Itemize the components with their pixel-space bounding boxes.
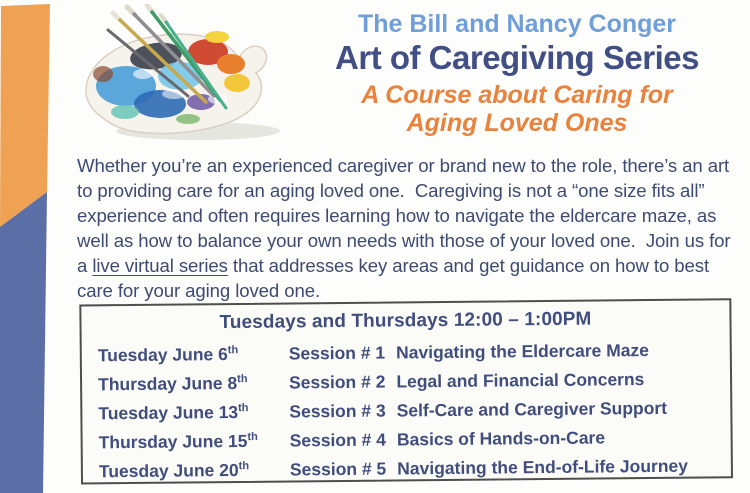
schedule-header: Tuesdays and Thursdays 12:00 – 1:00PM (219, 308, 592, 334)
series-subtitle-line2: Aging Loved Ones (406, 109, 628, 137)
session-topic: Navigating the Eldercare Maze (396, 340, 650, 363)
session-date (99, 430, 290, 453)
session-date (98, 343, 289, 366)
side-bar-blue-segment (0, 192, 47, 493)
series-name-title: Art of Caregiving Series (335, 39, 699, 76)
session-date-text: Thursday June 8 (97, 372, 238, 395)
intro-text-part2: that addresses key areas and get guidance on how to best care for your aging loved one. (77, 255, 715, 301)
session-topic: Basics of Hands-on-Care (396, 427, 606, 450)
schedule-row (83, 455, 731, 490)
intro-text-part1: Whether you’re an experienced caregiver or brand new to the role, there’s an art to providing care for an aging loved one. Caregiving is not a “one size fits all” experience and often requires learning how to navigate the eldercare maze, as well as how to balance your own needs with those of your loved one. Join us for a (77, 155, 736, 276)
series-subtitle-line1: A Course about Caring for (361, 81, 673, 109)
date-ordinal-suffix: th (238, 460, 250, 473)
session-topic: Legal and Financial Concerns (396, 369, 645, 392)
paint-palette-icon (68, 4, 290, 150)
session-number: Session # 5 (289, 458, 387, 480)
date-ordinal-suffix: th (237, 373, 248, 386)
session-date (98, 401, 289, 424)
side-bar-orange-segment (0, 4, 50, 227)
session-date (99, 459, 290, 482)
date-ordinal-suffix: th (247, 430, 258, 444)
session-number: Session # 2 (288, 371, 386, 393)
session-number: Session # 4 (289, 429, 387, 451)
session-date (98, 372, 289, 395)
session-number: Session # 1 (288, 342, 386, 364)
session-date-text: Tuesday June 20 (98, 459, 239, 482)
series-sponsor-title: The Bill and Nancy Conger (357, 10, 677, 38)
date-ordinal-suffix: th (227, 344, 239, 357)
flyer-header (292, 10, 742, 137)
live-virtual-series-underlined: live virtual series (92, 255, 228, 276)
schedule-rows (82, 339, 731, 490)
session-date-text: Tuesday June 6 (97, 344, 228, 366)
session-date-text: Thursday June 15 (98, 430, 248, 453)
schedule-box (79, 298, 733, 484)
session-topic: Self-Care and Caregiver Support (396, 397, 668, 421)
session-number: Session # 3 (289, 400, 386, 422)
decorative-side-bar (0, 0, 52, 493)
session-date-text: Tuesday June 13 (98, 401, 239, 424)
date-ordinal-suffix: th (238, 402, 249, 415)
session-topic: Navigating the End-of-Life Journey (397, 455, 689, 479)
intro-paragraph (77, 153, 742, 303)
